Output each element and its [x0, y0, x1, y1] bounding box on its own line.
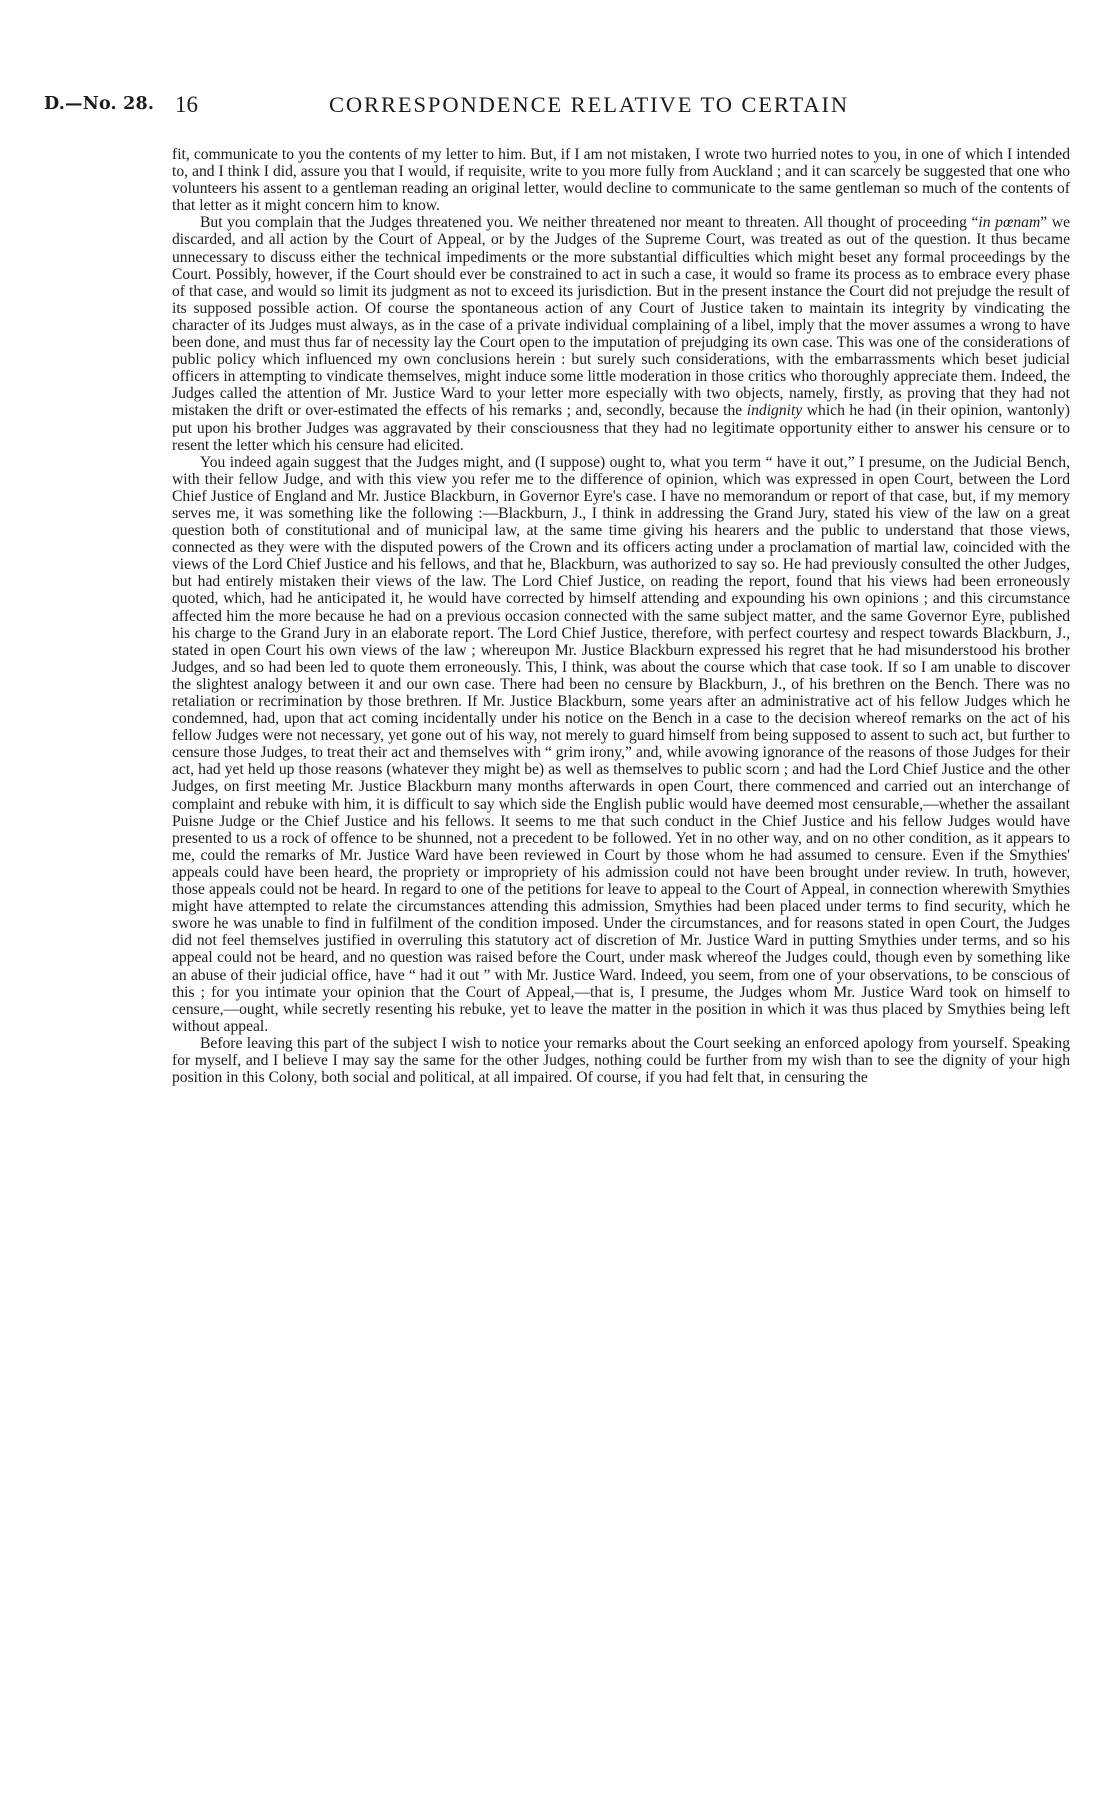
paragraph-text: ” we discarded, and all action by the Court of Appeal, or by the Judges of the Supreme Court, was treated as out of the question. It thus became unnecessary to discuss either the technical impediments or the more substantial difficulties which might beset any formal proceedings by the Court. Possibly, however, if the Court should ever be constrained to act in such a case, it would so frame its process as to embrace every phase of that case, and would so limit its judgment as not to exceed its jurisdiction. But in the present instance the Court did not prejudge the result of its supposed possible action. Of course the spontaneous action of any Court of Justice taken to maintain its integrity by vindicating the character of its Judges must always, as in the case of a private individual complaining of a libel, imply that the mover assumes a wrong to have been done, and must thus far of necessity lay the Court open to the imputation of prejudging its own case. This was one of the considerations of public policy which influenced my own conclusions herein : but surely such considerations, with the embarrassments which beset judicial officers in attempting to vindicate themselves, might induce some little moderation in those critics who thoroughly appreciate them. Indeed, the Judges called the attention of Mr. Justice Ward to your letter more especially with two objects, namely, firstly, as proving that they had not mistaken the drift or over-estimated the effects of his remarks ; and, secondly, because the	[172, 214, 1070, 420]
paragraph	[172, 214, 1070, 453]
running-title: CORRESPONDENCE RELATIVE TO CERTAIN	[329, 92, 850, 117]
paragraph-text: which he had (in their opinion, wantonly) put upon his brother Judges was aggravated by their consciousness that they had no legitimate opportunity either to answer his censure or to resent the letter which his censure had elicited.	[172, 402, 1070, 454]
paragraph-text: You indeed again suggest that the Judges might, and (I suppose) ought to, what you term “ have it out,” I presume, on the Judicial Bench, with their fellow Judge, and with this view you refer me to the difference of opinion, which was expressed in open Court, between the Lord Chief Justice of England and Mr. Justice Blackburn, in Governor Eyre's case. I have no memorandum or report of that case, but, if my memory serves me, it was something like the following :—Blackburn, J., I think in addressing the Grand Jury, stated his view of the law on a great question both of constitutional and of municipal law, at the same time giving his hearers and the public to understand that those views, connected as they were with the disputed powers of the Crown and its officers acting under a proclamation of martial law, coincided with the views of the Lord Chief Justice and his fellows, and that he, Blackburn, was authorized to say so. He had previously consulted the other Judges, but had entirely mistaken their views of the law. The Lord Chief Justice, on reading the report, found that his views had been erroneously quoted, which, had he anticipated it, he would have corrected by himself attending and expounding his own opinions ; and this circumstance affected him the more because he had on a previous occasion connected with the same subject matter, and the same Governor Eyre, published his charge to the Grand Jury in an elaborate report. The Lord Chief Justice, therefore, with perfect courtesy and respect towards Blackburn, J., stated in open Court his own views of the law ; whereupon Mr. Justice Blackburn expressed his regret that he had misunderstood his brother Judges, and so had been led to quote them erroneously. This, I think, was about the course which that case took. If so I am unable to discover the slightest analogy between it and our own case. There had been no censure by Blackburn, J., of his brethren on the Bench. There was no retaliation or recrimination by those brethren. If Mr. Justice Blackburn, some years after an administrative act of his fellow Judges which he condemned, had, upon that act coming incidentally under his notice on the Bench in a case to the decision whereof remarks on the act of his fellow Judges were not necessary, yet gone out of his way, not merely to guard himself from being supposed to assent to such act, but further to censure those Judges, to treat their act and themselves with “ grim irony,” and, while avowing ignorance of the reasons of those Judges for their act, had yet held up those reasons (whatever they might be) as well as themselves to public scorn ; and had the Lord Chief Justice and the other Judges, on first meeting Mr. Justice Blackburn many months afterwards in open Court, there commenced and carried out an interchange of complaint and rebuke with him, it is difficult to say which side the English public would have deemed most censurable,—whether the assailant Puisne Judge or the Chief Justice and his fellows. It seems to me that such conduct in the Chief Justice and his fellow Judges would have presented to us a rock of offence to be shunned, not a precedent to be followed. Yet in no other way, and on no other condition, as it appears to me, could the remarks of Mr. Justice Ward have been reviewed in Court by those whom he had assumed to censure. Even if the Smythies' appeals could have been heard, the propriety or impropriety of his admission could not have been brought under review. In truth, however, those appeals could not be heard. In regard to one of the petitions for leave to appeal to the Court of Appeal, in connection wherewith Smythies might have attempted to relate the circumstances attending this admission, Smythies had been placed under terms to find security, which he swore he was unable to find in fulfilment of the condition imposed. Under the circumstances, and for reasons stated in open Court, the Judges did not feel themselves justified in overruling this statutory act of discretion of Mr. Justice Ward in putting Smythies under terms, and so his appeal could not be heard, and no question was raised before the Court, under mask whereof the Judges could, though even by something like an abuse of their judicial office, have “ had it out ” with Mr. Justice Ward. Indeed, you seem, from one of your observations, to be conscious of this ; for you intimate your opinion that the Court of Appeal,—that is, I presume, the Judges whom Mr. Justice Ward took on himself to censure,—ought, while secretly resenting his rebuke, yet to leave the matter in the position in which it was thus placed by Smythies being left without appeal.	[172, 453, 1070, 1035]
paragraph	[172, 454, 1070, 1035]
body-text	[172, 146, 1070, 1086]
paragraph-text: fit, communicate to you the contents of my letter to him. But, if I am not mistaken, I wrote two hurried notes to you, in one of which I intended to, and I think I did, assure you that I would, if requisite, write to you more fully from Auckland ; and it can scarcely be suggested that one who volunteers his assent to a gentleman reading an original letter, would decline to communicate to the same gentleman so much of the contents of that letter as it might concern him to know.	[172, 146, 1070, 215]
page-number: 16	[175, 92, 198, 117]
italic-text: in pœnam	[978, 214, 1041, 232]
page-header	[44, 90, 1074, 126]
paragraph-text: But you complain that the Judges threatened you. We neither threatened nor meant to threaten. All thought of proceeding “	[200, 214, 979, 232]
document-reference: D.—No. 28.	[44, 94, 155, 114]
paragraph	[172, 146, 1070, 214]
paragraph-text: Before leaving this part of the subject I wish to notice your remarks about the Court seeking an enforced apology from yourself. Speaking for myself, and I believe I may say the same for the other Judges, nothing could be further from my wish than to see the dignity of your high position in this Colony, both social and political, at all impaired. Of course, if you had felt that, in censuring the	[172, 1034, 1070, 1087]
italic-text: indignity	[746, 402, 803, 420]
paragraph	[172, 1035, 1070, 1086]
